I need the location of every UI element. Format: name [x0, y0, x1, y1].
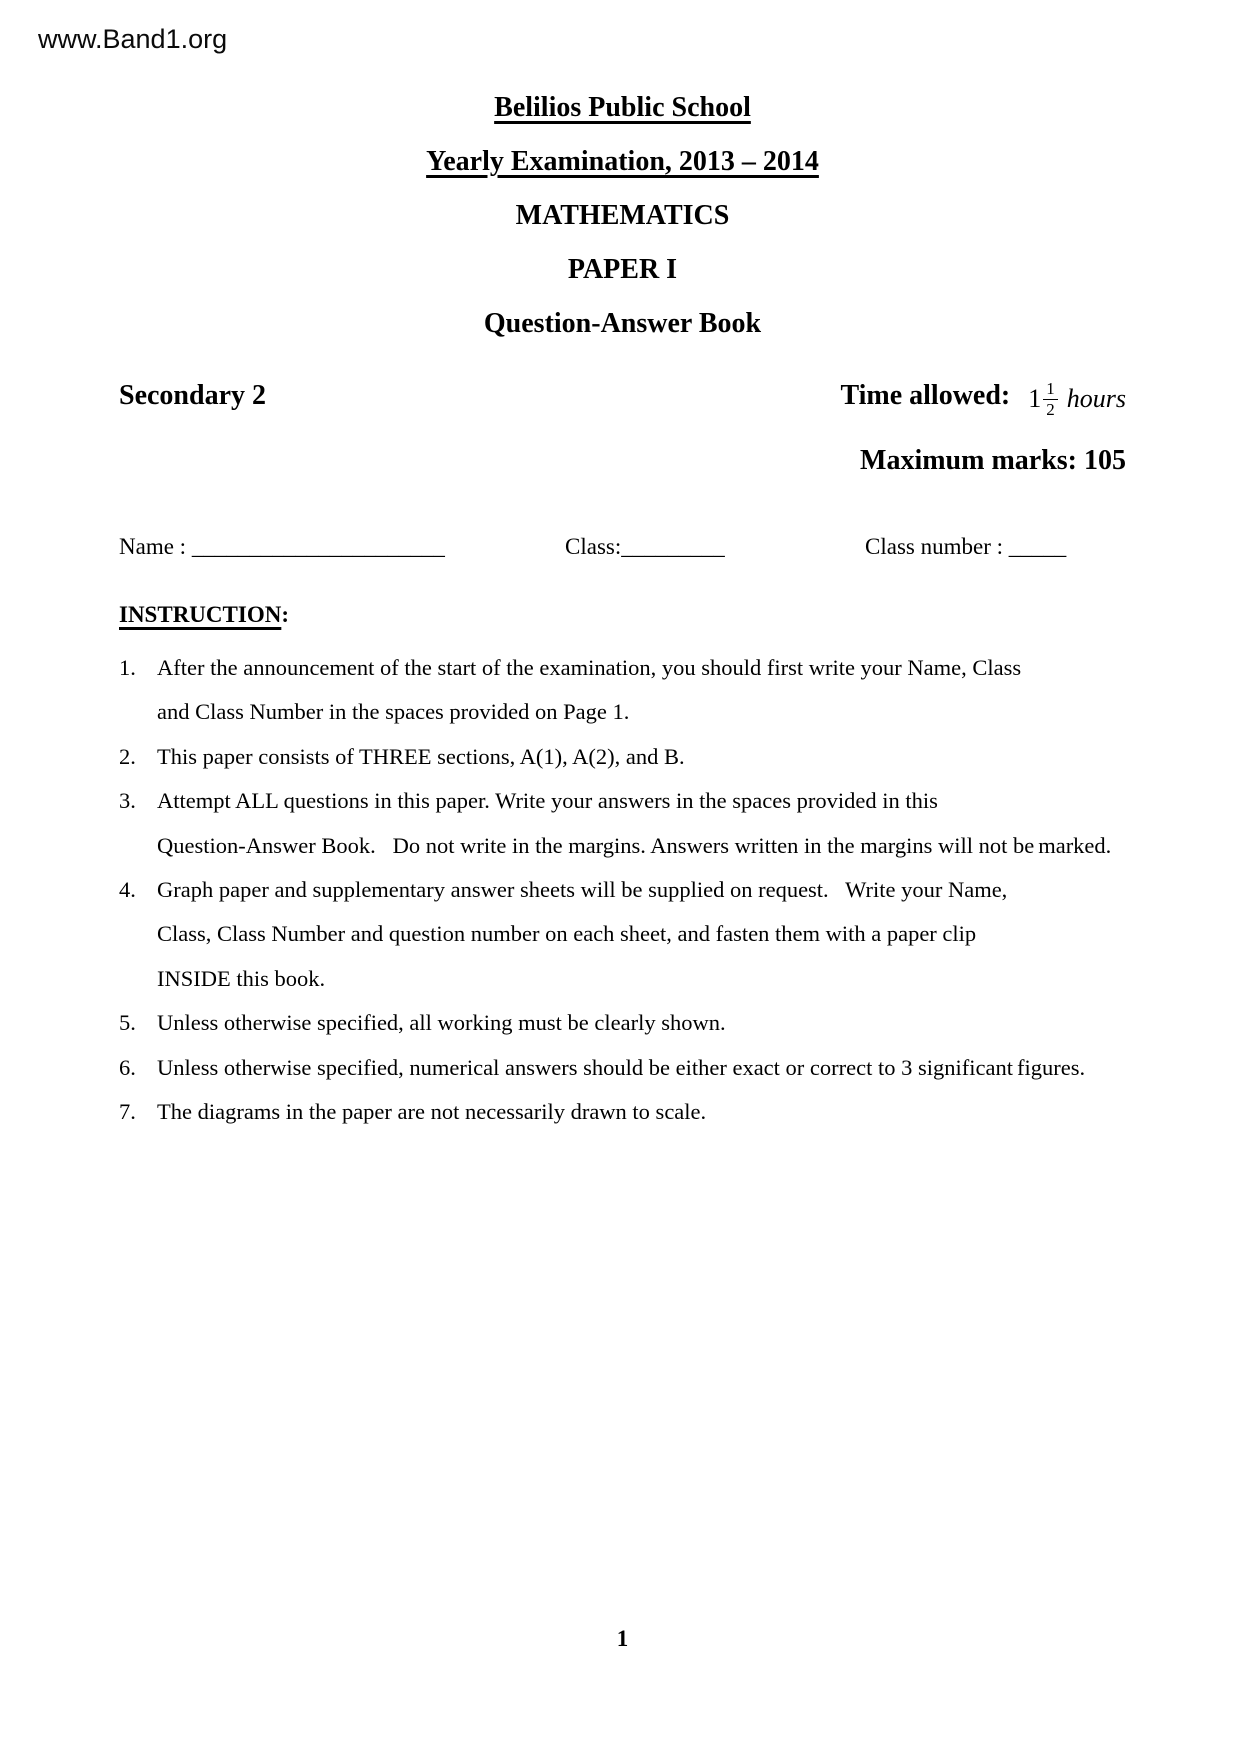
candidate-fields-row [119, 525, 1126, 569]
instruction-text: Unless otherwise specified, numerical answers should be either exact or correct to 3 significant [157, 1054, 1013, 1080]
class-label: Class: [565, 534, 622, 559]
instruction-item-3 [119, 779, 1126, 868]
time-fraction [1043, 379, 1058, 420]
book-title: Question-Answer Book [483, 308, 762, 339]
instruction-text: Unless otherwise specified, all working must be clearly shown. [157, 1010, 726, 1036]
instruction-heading-word: INSTRUCTION [119, 602, 282, 627]
page-number: 1 [616, 1626, 629, 1651]
instruction-text: After the announcement of the start of the examination, you should first write your Name, Class [157, 655, 1022, 680]
instruction-text: figures. [1016, 1054, 1086, 1080]
class-blank: _________ [621, 534, 725, 559]
instruction-list [119, 646, 1126, 1134]
instruction-text: The diagrams in the paper are not necessarily drawn to scale. [157, 1099, 707, 1125]
instruction-heading [119, 593, 1126, 637]
name-label: Name : [119, 534, 192, 559]
instruction-text: Attempt ALL questions in this paper. Write your answers in the spaces provided in this [157, 788, 938, 814]
instruction-text: INSIDE this book. [157, 965, 326, 991]
instruction-text: Graph paper and supplementary answer sheets will be supplied on request. Write your Name, [157, 877, 1008, 903]
instruction-text: This paper consists of THREE sections, A(1), A(2), and B. [157, 743, 685, 769]
class-number-label: Class number : [865, 534, 1009, 559]
fraction-numerator: 1 [1043, 379, 1058, 400]
name-blank: ______________________ [191, 534, 445, 559]
instruction-item-1 [119, 646, 1126, 735]
class-number-blank: _____ [1008, 534, 1067, 559]
instruction-text: Class, Class Number and question number on each sheet, and fasten them with a paper clip [157, 921, 977, 947]
item-number: 1. [119, 655, 136, 680]
instruction-item-7 [119, 1090, 1126, 1134]
instruction-item-6 [119, 1046, 1126, 1090]
time-allowed [840, 369, 1126, 423]
item-number: 5. [119, 1010, 136, 1036]
level-label: Secondary 2 [119, 380, 266, 411]
time-whole-number: 1 [1028, 384, 1042, 413]
item-number: 3. [119, 788, 136, 814]
exam-cover-page [119, 0, 1126, 1134]
maximum-marks: Maximum marks: 105 [860, 445, 1126, 476]
paper-title: PAPER I [567, 254, 678, 285]
title-block [119, 81, 1126, 351]
subject-title: MATHEMATICS [515, 200, 730, 231]
time-allowed-value [1028, 379, 1126, 420]
class-field [565, 525, 725, 569]
watermark: www.Band1.org [38, 24, 228, 54]
meta-row [119, 369, 1126, 423]
item-number: 6. [119, 1054, 136, 1080]
class-number-field [865, 525, 1066, 569]
instruction-text: and Class Number in the spaces provided on Page 1. [157, 699, 630, 725]
instruction-text: marked. [1038, 832, 1112, 858]
school-name: Belilios Public School [494, 92, 751, 123]
fraction-denominator: 2 [1046, 399, 1055, 419]
item-number: 7. [119, 1099, 136, 1125]
exam-title: Yearly Examination, 2013 – 2014 [426, 146, 819, 177]
instruction-item-2 [119, 735, 1126, 779]
instruction-item-5 [119, 1001, 1126, 1045]
time-allowed-label: Time allowed: [840, 380, 1011, 411]
item-number: 2. [119, 743, 136, 769]
name-field [119, 525, 445, 569]
time-unit: hours [1066, 384, 1126, 413]
item-number: 4. [119, 877, 136, 903]
instruction-heading-colon: : [281, 602, 289, 627]
instruction-text: Question-Answer Book. Do not write in the margins. Answers written in the margins will not be [157, 832, 1035, 858]
instruction-item-4 [119, 868, 1126, 1001]
